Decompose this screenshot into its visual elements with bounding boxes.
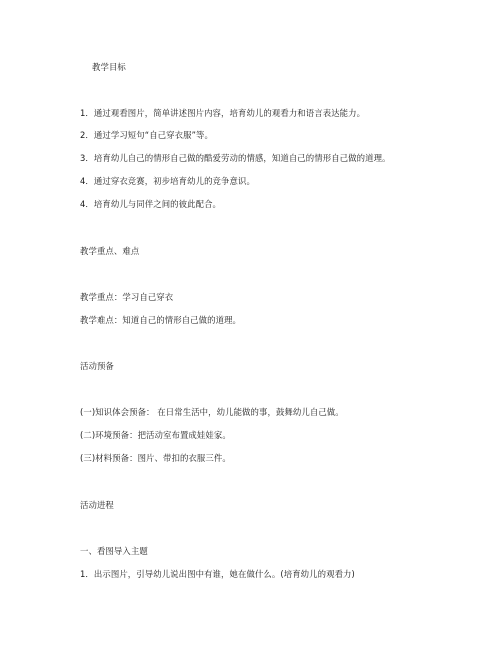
section-one-step-1: 1．出示图片，引导幼儿说出图中有谁，她在做什么。(培育幼儿的观看力) (80, 569, 355, 579)
process-heading: 活动进程 (80, 500, 114, 510)
goal-item-3: 3．培育幼儿自己的情形自己做的酷爱劳动的情感，知道自己的情形自己做的道理。 (80, 153, 391, 163)
goal-item-2: 2．通过学习短句“自己穿衣服”等。 (80, 130, 213, 140)
section-one-title: 一、看图导入主题 (80, 546, 148, 556)
preparation-item-3: (三)材料预备：图片、带扣的衣服三件。 (80, 453, 231, 463)
goals-heading: 教学目标 (92, 62, 126, 72)
preparation-item-1: (一)知识体会预备： 在日常生活中，幼儿能做的事，鼓舞幼儿自己做。 (80, 407, 344, 417)
preparation-heading: 活动预备 (80, 361, 114, 371)
key-point-text: 教学重点：学习自己穿衣 (80, 292, 174, 302)
difficult-point-text: 教学难点：知道自己的情形自己做的道理。 (80, 315, 242, 325)
goal-item-1: 1．通过观看图片，简单讲述图片内容，培育幼儿的观看力和语言表达能力。 (80, 108, 366, 118)
key-points-heading: 教学重点、难点 (80, 246, 140, 256)
goal-item-4: 4．通过穿衣竞赛，初步培育幼儿的竞争意识。 (80, 176, 255, 186)
goal-item-5: 4．培育幼儿与同伴之间的彼此配合。 (80, 199, 222, 209)
preparation-item-2: (二)环境预备：把活动室布置成娃娃家。 (80, 430, 231, 440)
